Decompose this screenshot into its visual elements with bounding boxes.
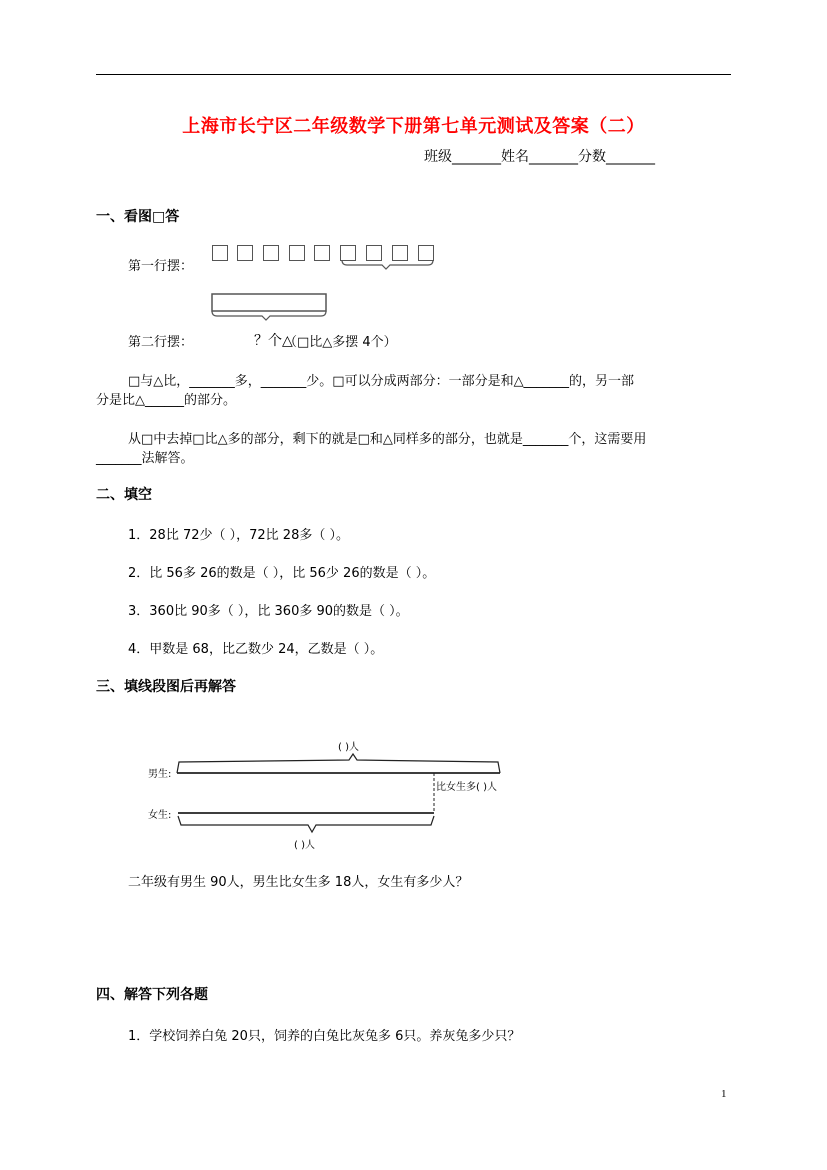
- paragraph2-line1: 从□中去掉□比△多的部分，剩下的就是□和△同样多的部分，也就是_______个，这需要用: [128, 432, 647, 447]
- paragraph1-line1: □与△比，_______多，_______少。□可以分成两部分：一部分是和△_______的，另一部: [128, 374, 635, 389]
- document-title: 上海市长宁区二年级数学下册第七单元测试及答案（二）: [182, 116, 645, 137]
- boys-label: 男生:: [148, 769, 172, 780]
- problem-item-1: 1．学校饲养白兔 20只，饲养的白兔比灰兔多 6只。养灰兔多少只？: [128, 1029, 521, 1044]
- girls-bottom-brace: [178, 816, 434, 832]
- paragraph1-line2: 分是比△______的部分。: [96, 393, 236, 408]
- boys-top-brace: [177, 754, 500, 773]
- fill-item-3: 3．360比 90多（ ），比 360多 90的数是（ ）。: [128, 604, 409, 619]
- section2-heading: 二、填空: [96, 487, 152, 503]
- section4-heading: 四、解答下列各题: [96, 987, 208, 1003]
- student-info-line: 班级_______姓名_______分数_______: [424, 149, 655, 165]
- row2-question: ？个△: [254, 333, 293, 349]
- girls-total-label: ( )人: [294, 840, 315, 851]
- row2-label: 第二行摆：: [128, 335, 194, 350]
- girls-label: 女生:: [148, 810, 172, 821]
- row2-note: （□比△多摆 4个）: [284, 335, 397, 350]
- paragraph2-line2: _______法解答。: [96, 451, 194, 466]
- row1-label: 第一行摆：: [128, 259, 194, 274]
- difference-label: 比女生多( )人: [436, 782, 497, 793]
- fill-item-1: 1．28比 72少（ ），72比 28多（ ）。: [128, 528, 349, 543]
- page-number: 1: [721, 1088, 727, 1100]
- section1-heading: 一、看图□答: [96, 209, 180, 225]
- fill-item-2: 2．比 56多 26的数是（ ），比 56少 26的数是（ ）。: [128, 566, 436, 581]
- boys-total-label: ( )人: [338, 742, 359, 753]
- section3-heading: 三、填线段图后再解答: [96, 679, 236, 695]
- fill-item-4: 4．甲数是 68，比乙数少 24，乙数是（ ）。: [128, 642, 384, 657]
- section3-question: 二年级有男生 90人，男生比女生多 18人，女生有多少人？: [128, 875, 469, 890]
